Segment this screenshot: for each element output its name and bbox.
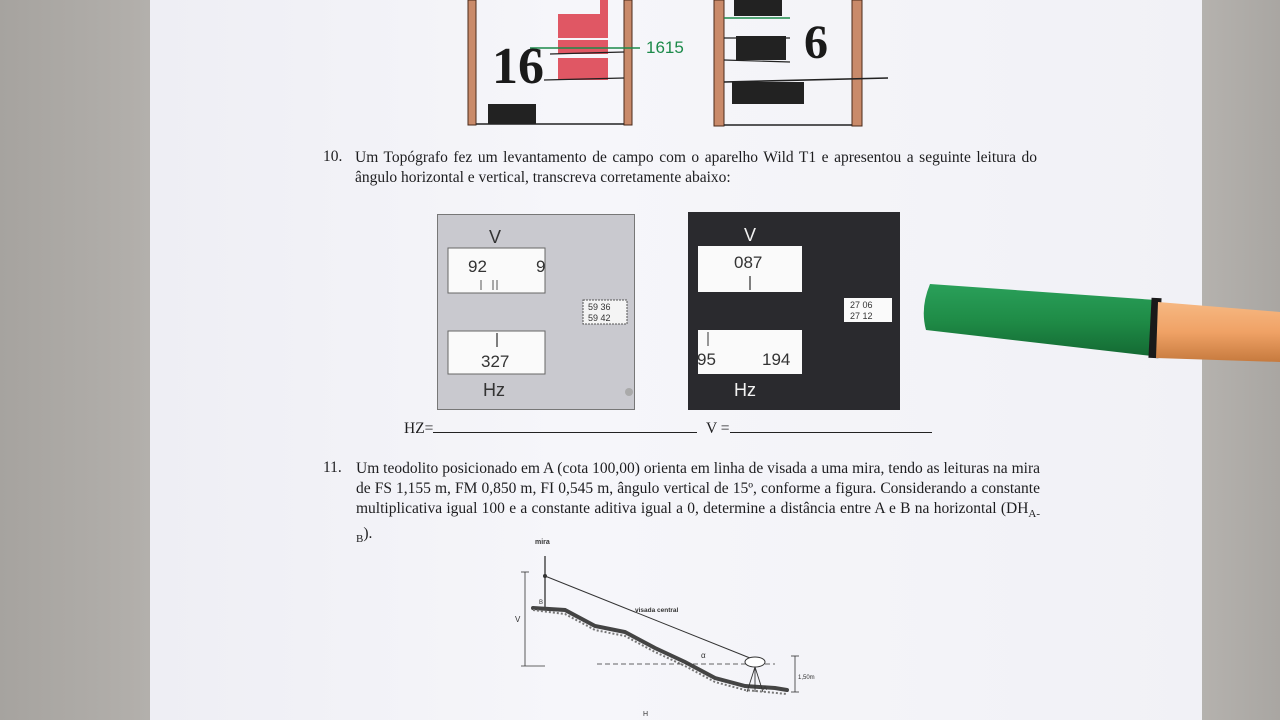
panel2-v-value: 087 — [734, 253, 763, 272]
panel1-v-value: 92 — [468, 257, 487, 276]
figure-alpha-label: α — [701, 651, 706, 660]
v-answer-blank[interactable] — [730, 418, 932, 433]
right-rod — [714, 0, 888, 126]
panel1-hz-label: Hz — [483, 380, 505, 400]
hz-answer-label: HZ= — [404, 420, 434, 437]
wild-t1-reading-dark — [688, 212, 900, 410]
question-11-number: 11. — [323, 459, 342, 476]
panel1-micrometer-bottom: 59 42 — [588, 313, 611, 323]
question-10-number: 10. — [323, 148, 343, 165]
theodolite-slope-figure — [505, 536, 835, 720]
panel2-hz-label: Hz — [734, 380, 756, 400]
figure-height-label: 1,50m — [798, 675, 815, 681]
panel1-v-side: 9 — [536, 257, 546, 276]
question-10-text: Um Topógrafo fez um levantamento de campo com o aparelho Wild T1 e apresentou a seguinte leitura do ângulo horizontal e vertical, transcreva corretamente abaixo: — [355, 149, 1037, 186]
left-rod-number: 16 — [492, 38, 544, 95]
hz-answer-blank[interactable] — [433, 418, 697, 433]
question-11-tail: ). — [363, 525, 373, 543]
figure-h-label: H — [643, 711, 649, 718]
panel2-hz-value: 194 — [762, 350, 791, 369]
hz-answer-row — [404, 418, 697, 438]
v-answer-row — [706, 418, 932, 438]
panel2-micrometer-bottom: 27 12 — [850, 311, 873, 321]
panel1-hz-value: 327 — [481, 352, 510, 371]
panel2-v-label: V — [744, 225, 757, 245]
v-answer-label: V = — [706, 420, 730, 437]
panel2-hz-left: 95 — [697, 350, 716, 369]
right-rod-number: 6 — [804, 16, 828, 69]
green-pen — [920, 278, 1280, 362]
figure-a-label: A — [763, 686, 768, 692]
wild-t1-reading-light — [437, 214, 635, 410]
figure-line-label: visada central — [635, 607, 679, 614]
leveling-rods-figure — [460, 0, 900, 130]
rod-reading-annotation: 1615 — [646, 38, 684, 57]
panel1-micrometer-top: 59 36 — [588, 302, 611, 312]
panel2-micrometer-top: 27 06 — [850, 300, 873, 310]
figure-b-label: B — [539, 600, 544, 606]
figure-v-label: V — [515, 615, 521, 624]
table-surface-left — [0, 0, 150, 720]
panel1-v-label: V — [489, 227, 502, 247]
question-11-subscript: A-B — [356, 508, 1040, 546]
figure-mira-label: mira — [535, 539, 550, 546]
question-11-body: Um teodolito posicionado em A (cota 100,00) orienta em linha de visada a uma mira, tendo as leituras na mira de FS 1,155 m, FM 0,850 m, FI 0,545 m, ângulo vertical de 15º, conforme a figura. Considerando a constante multiplicativa igual 100 e a constante aditiva igual a 0, determine a distância entre A e B na horizontal (DH — [356, 460, 1040, 517]
